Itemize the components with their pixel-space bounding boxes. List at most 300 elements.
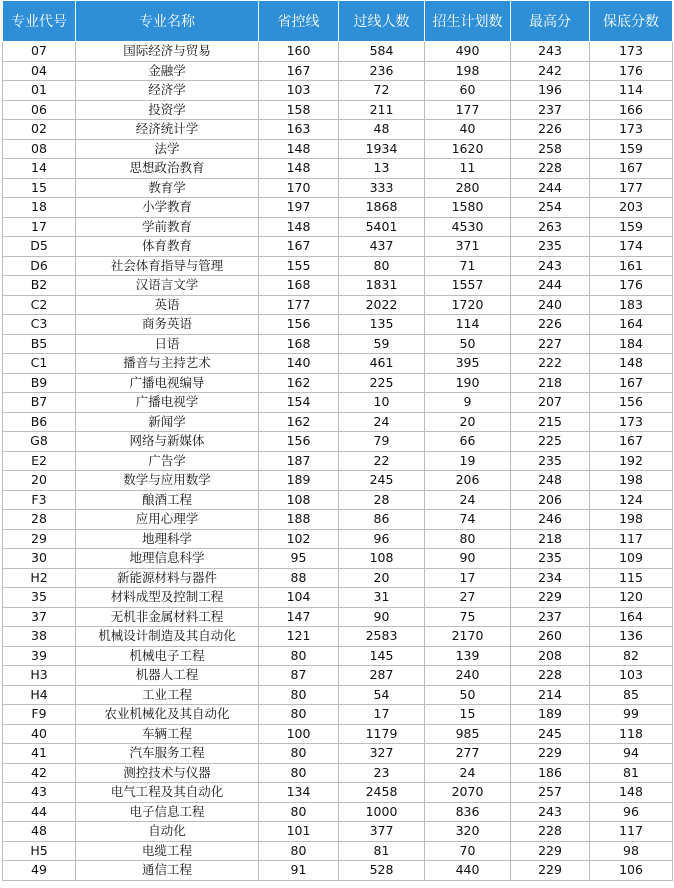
cell-max-score: 246 [511,510,590,530]
cell-enrollment-plan: 50 [425,685,511,705]
cell-major-code: B2 [3,276,76,296]
cell-max-score: 244 [511,178,590,198]
cell-provincial-line: 100 [259,724,339,744]
table-row [3,217,673,237]
cell-major-name: 日语 [76,334,259,354]
cell-enrollment-plan: 27 [425,588,511,608]
cell-guarantee-score: 94 [590,744,673,764]
cell-guarantee-score: 159 [590,217,673,237]
cell-major-name: 网络与新媒体 [76,432,259,452]
cell-major-name: 广播电视编导 [76,373,259,393]
cell-over-line-count: 5401 [339,217,425,237]
cell-major-code: G8 [3,432,76,452]
cell-over-line-count: 1934 [339,139,425,159]
cell-major-code: 38 [3,627,76,647]
cell-over-line-count: 81 [339,841,425,861]
cell-guarantee-score: 164 [590,315,673,335]
cell-guarantee-score: 115 [590,568,673,588]
table-row [3,451,673,471]
cell-major-code: 15 [3,178,76,198]
cell-provincial-line: 147 [259,607,339,627]
cell-enrollment-plan: 80 [425,529,511,549]
header-max-score: 最高分 [511,1,590,42]
cell-major-name: 电缆工程 [76,841,259,861]
cell-major-code: 07 [3,42,76,62]
cell-provincial-line: 91 [259,861,339,881]
table-row [3,841,673,861]
cell-enrollment-plan: 836 [425,802,511,822]
cell-max-score: 263 [511,217,590,237]
cell-guarantee-score: 98 [590,841,673,861]
cell-guarantee-score: 117 [590,529,673,549]
cell-major-code: 49 [3,861,76,881]
table-row [3,568,673,588]
cell-over-line-count: 22 [339,451,425,471]
table-row [3,393,673,413]
cell-enrollment-plan: 1720 [425,295,511,315]
cell-guarantee-score: 117 [590,822,673,842]
cell-max-score: 226 [511,120,590,140]
table-row [3,627,673,647]
cell-enrollment-plan: 139 [425,646,511,666]
cell-major-name: 教育学 [76,178,259,198]
cell-guarantee-score: 85 [590,685,673,705]
cell-major-code: 08 [3,139,76,159]
header-provincial-line: 省控线 [259,1,339,42]
cell-enrollment-plan: 40 [425,120,511,140]
cell-guarantee-score: 99 [590,705,673,725]
header-guarantee-score: 保底分数 [590,1,673,42]
header-row [3,1,673,42]
cell-major-name: 体育教育 [76,237,259,257]
cell-provincial-line: 80 [259,646,339,666]
cell-max-score: 207 [511,393,590,413]
cell-provincial-line: 170 [259,178,339,198]
cell-major-name: 汽车服务工程 [76,744,259,764]
cell-provincial-line: 140 [259,354,339,374]
cell-major-name: 机械设计制造及其自动化 [76,627,259,647]
cell-major-name: 播音与主持艺术 [76,354,259,374]
cell-guarantee-score: 106 [590,861,673,881]
cell-max-score: 218 [511,373,590,393]
admission-score-table [2,0,673,881]
cell-major-code: B7 [3,393,76,413]
cell-guarantee-score: 148 [590,783,673,803]
cell-enrollment-plan: 17 [425,568,511,588]
cell-enrollment-plan: 198 [425,61,511,81]
cell-guarantee-score: 103 [590,666,673,686]
cell-guarantee-score: 167 [590,373,673,393]
cell-over-line-count: 1868 [339,198,425,218]
cell-major-name: 电气工程及其自动化 [76,783,259,803]
cell-major-name: 商务英语 [76,315,259,335]
cell-guarantee-score: 183 [590,295,673,315]
cell-max-score: 229 [511,841,590,861]
cell-guarantee-score: 148 [590,354,673,374]
table-row [3,685,673,705]
cell-enrollment-plan: 15 [425,705,511,725]
cell-enrollment-plan: 19 [425,451,511,471]
cell-over-line-count: 96 [339,529,425,549]
cell-max-score: 208 [511,646,590,666]
cell-enrollment-plan: 440 [425,861,511,881]
cell-major-code: 17 [3,217,76,237]
cell-provincial-line: 102 [259,529,339,549]
cell-guarantee-score: 166 [590,100,673,120]
cell-max-score: 229 [511,861,590,881]
cell-enrollment-plan: 114 [425,315,511,335]
table-row [3,646,673,666]
cell-provincial-line: 154 [259,393,339,413]
cell-provincial-line: 163 [259,120,339,140]
cell-guarantee-score: 156 [590,393,673,413]
cell-major-code: C2 [3,295,76,315]
cell-provincial-line: 80 [259,841,339,861]
cell-enrollment-plan: 90 [425,549,511,569]
cell-over-line-count: 31 [339,588,425,608]
cell-max-score: 248 [511,471,590,491]
cell-over-line-count: 287 [339,666,425,686]
cell-guarantee-score: 124 [590,490,673,510]
table-row [3,81,673,101]
cell-max-score: 189 [511,705,590,725]
cell-provincial-line: 168 [259,334,339,354]
table-row [3,159,673,179]
cell-guarantee-score: 192 [590,451,673,471]
cell-enrollment-plan: 1557 [425,276,511,296]
cell-over-line-count: 135 [339,315,425,335]
table-row [3,549,673,569]
cell-provincial-line: 158 [259,100,339,120]
cell-over-line-count: 86 [339,510,425,530]
cell-major-code: 44 [3,802,76,822]
cell-major-name: 酿酒工程 [76,490,259,510]
cell-enrollment-plan: 11 [425,159,511,179]
cell-max-score: 186 [511,763,590,783]
table-row [3,42,673,62]
cell-provincial-line: 160 [259,42,339,62]
cell-provincial-line: 162 [259,373,339,393]
table-row [3,763,673,783]
cell-over-line-count: 80 [339,256,425,276]
cell-major-code: 06 [3,100,76,120]
cell-over-line-count: 2022 [339,295,425,315]
cell-max-score: 240 [511,295,590,315]
cell-provincial-line: 134 [259,783,339,803]
cell-guarantee-score: 96 [590,802,673,822]
cell-provincial-line: 103 [259,81,339,101]
cell-major-name: 新能源材料与器件 [76,568,259,588]
header-enrollment-plan: 招生计划数 [425,1,511,42]
cell-max-score: 245 [511,724,590,744]
cell-over-line-count: 461 [339,354,425,374]
cell-provincial-line: 177 [259,295,339,315]
cell-over-line-count: 245 [339,471,425,491]
table-row [3,256,673,276]
table-row [3,510,673,530]
cell-major-name: 投资学 [76,100,259,120]
cell-major-code: 30 [3,549,76,569]
cell-provincial-line: 80 [259,744,339,764]
cell-max-score: 243 [511,256,590,276]
cell-enrollment-plan: 75 [425,607,511,627]
cell-major-name: 测控技术与仪器 [76,763,259,783]
cell-provincial-line: 167 [259,237,339,257]
cell-major-name: 电子信息工程 [76,802,259,822]
cell-major-code: 29 [3,529,76,549]
cell-major-name: 广播电视学 [76,393,259,413]
cell-provincial-line: 95 [259,549,339,569]
cell-over-line-count: 584 [339,42,425,62]
cell-over-line-count: 236 [339,61,425,81]
cell-enrollment-plan: 277 [425,744,511,764]
cell-guarantee-score: 173 [590,42,673,62]
cell-max-score: 196 [511,81,590,101]
table-row [3,120,673,140]
cell-over-line-count: 528 [339,861,425,881]
table-row [3,744,673,764]
table-row [3,315,673,335]
cell-major-code: C1 [3,354,76,374]
cell-provincial-line: 80 [259,802,339,822]
cell-max-score: 235 [511,549,590,569]
cell-max-score: 257 [511,783,590,803]
table-row [3,432,673,452]
table-row [3,237,673,257]
table-row [3,666,673,686]
cell-major-code: 40 [3,724,76,744]
cell-guarantee-score: 173 [590,412,673,432]
cell-provincial-line: 155 [259,256,339,276]
cell-enrollment-plan: 280 [425,178,511,198]
cell-provincial-line: 197 [259,198,339,218]
cell-max-score: 222 [511,354,590,374]
cell-guarantee-score: 198 [590,510,673,530]
cell-max-score: 235 [511,451,590,471]
cell-over-line-count: 28 [339,490,425,510]
cell-provincial-line: 156 [259,432,339,452]
cell-provincial-line: 101 [259,822,339,842]
cell-major-code: 48 [3,822,76,842]
cell-over-line-count: 327 [339,744,425,764]
cell-max-score: 218 [511,529,590,549]
cell-provincial-line: 87 [259,666,339,686]
cell-major-code: F9 [3,705,76,725]
cell-max-score: 215 [511,412,590,432]
cell-enrollment-plan: 50 [425,334,511,354]
cell-enrollment-plan: 206 [425,471,511,491]
cell-major-code: 20 [3,471,76,491]
cell-max-score: 234 [511,568,590,588]
cell-over-line-count: 1179 [339,724,425,744]
cell-max-score: 226 [511,315,590,335]
cell-max-score: 229 [511,588,590,608]
cell-major-name: 汉语言文学 [76,276,259,296]
cell-over-line-count: 79 [339,432,425,452]
cell-major-name: 小学教育 [76,198,259,218]
table-row [3,354,673,374]
cell-major-name: 机器人工程 [76,666,259,686]
cell-major-name: 英语 [76,295,259,315]
cell-major-code: D5 [3,237,76,257]
cell-major-code: H5 [3,841,76,861]
cell-guarantee-score: 203 [590,198,673,218]
cell-provincial-line: 80 [259,705,339,725]
cell-max-score: 258 [511,139,590,159]
cell-guarantee-score: 167 [590,159,673,179]
cell-max-score: 254 [511,198,590,218]
table-row [3,822,673,842]
cell-max-score: 225 [511,432,590,452]
cell-provincial-line: 187 [259,451,339,471]
header-major-name: 专业名称 [76,1,259,42]
cell-provincial-line: 162 [259,412,339,432]
header-over-line-count: 过线人数 [339,1,425,42]
cell-over-line-count: 1000 [339,802,425,822]
cell-max-score: 237 [511,100,590,120]
cell-major-name: 机械电子工程 [76,646,259,666]
cell-enrollment-plan: 395 [425,354,511,374]
cell-major-code: H2 [3,568,76,588]
cell-major-code: 43 [3,783,76,803]
cell-major-code: B5 [3,334,76,354]
cell-guarantee-score: 114 [590,81,673,101]
cell-major-code: 42 [3,763,76,783]
table-row [3,783,673,803]
cell-major-code: F3 [3,490,76,510]
cell-major-name: 车辆工程 [76,724,259,744]
table-row [3,802,673,822]
cell-enrollment-plan: 320 [425,822,511,842]
cell-guarantee-score: 120 [590,588,673,608]
cell-major-name: 工业工程 [76,685,259,705]
table-row [3,139,673,159]
cell-enrollment-plan: 1580 [425,198,511,218]
cell-major-name: 地理科学 [76,529,259,549]
cell-over-line-count: 2458 [339,783,425,803]
cell-major-code: B6 [3,412,76,432]
cell-max-score: 229 [511,744,590,764]
cell-guarantee-score: 159 [590,139,673,159]
cell-guarantee-score: 173 [590,120,673,140]
cell-major-code: 37 [3,607,76,627]
cell-provincial-line: 188 [259,510,339,530]
table-row [3,724,673,744]
table-row [3,861,673,881]
cell-max-score: 243 [511,802,590,822]
cell-max-score: 242 [511,61,590,81]
cell-enrollment-plan: 1620 [425,139,511,159]
cell-enrollment-plan: 71 [425,256,511,276]
cell-over-line-count: 10 [339,393,425,413]
cell-over-line-count: 377 [339,822,425,842]
cell-major-name: 新闻学 [76,412,259,432]
cell-guarantee-score: 167 [590,432,673,452]
cell-enrollment-plan: 2070 [425,783,511,803]
table-row [3,588,673,608]
cell-max-score: 228 [511,666,590,686]
cell-major-code: 28 [3,510,76,530]
cell-over-line-count: 72 [339,81,425,101]
table-row [3,705,673,725]
cell-guarantee-score: 118 [590,724,673,744]
cell-enrollment-plan: 66 [425,432,511,452]
table-row [3,529,673,549]
cell-guarantee-score: 174 [590,237,673,257]
cell-major-name: 金融学 [76,61,259,81]
cell-over-line-count: 2583 [339,627,425,647]
cell-major-code: 14 [3,159,76,179]
cell-provincial-line: 156 [259,315,339,335]
cell-over-line-count: 90 [339,607,425,627]
cell-major-code: H4 [3,685,76,705]
cell-major-code: 02 [3,120,76,140]
cell-enrollment-plan: 371 [425,237,511,257]
header-major-code: 专业代号 [3,1,76,42]
cell-major-code: 01 [3,81,76,101]
cell-provincial-line: 189 [259,471,339,491]
cell-major-name: 自动化 [76,822,259,842]
cell-major-code: 41 [3,744,76,764]
cell-max-score: 227 [511,334,590,354]
cell-over-line-count: 17 [339,705,425,725]
cell-guarantee-score: 136 [590,627,673,647]
cell-enrollment-plan: 4530 [425,217,511,237]
cell-provincial-line: 148 [259,139,339,159]
cell-max-score: 228 [511,822,590,842]
table-row [3,295,673,315]
cell-max-score: 235 [511,237,590,257]
cell-provincial-line: 167 [259,61,339,81]
cell-over-line-count: 211 [339,100,425,120]
cell-major-name: 学前教育 [76,217,259,237]
cell-guarantee-score: 184 [590,334,673,354]
cell-enrollment-plan: 74 [425,510,511,530]
cell-major-name: 经济统计学 [76,120,259,140]
cell-guarantee-score: 176 [590,276,673,296]
cell-major-name: 通信工程 [76,861,259,881]
cell-major-name: 应用心理学 [76,510,259,530]
cell-over-line-count: 108 [339,549,425,569]
table-row [3,61,673,81]
table-row [3,471,673,491]
cell-provincial-line: 168 [259,276,339,296]
cell-over-line-count: 59 [339,334,425,354]
cell-enrollment-plan: 24 [425,490,511,510]
cell-provincial-line: 80 [259,685,339,705]
cell-enrollment-plan: 177 [425,100,511,120]
cell-enrollment-plan: 490 [425,42,511,62]
cell-major-name: 材料成型及控制工程 [76,588,259,608]
cell-guarantee-score: 82 [590,646,673,666]
cell-enrollment-plan: 60 [425,81,511,101]
cell-major-name: 思想政治教育 [76,159,259,179]
table-row [3,334,673,354]
cell-enrollment-plan: 985 [425,724,511,744]
cell-major-name: 法学 [76,139,259,159]
cell-provincial-line: 148 [259,159,339,179]
cell-major-name: 地理信息科学 [76,549,259,569]
cell-over-line-count: 48 [339,120,425,140]
cell-enrollment-plan: 20 [425,412,511,432]
cell-over-line-count: 437 [339,237,425,257]
cell-major-name: 数学与应用数学 [76,471,259,491]
cell-major-name: 国际经济与贸易 [76,42,259,62]
cell-over-line-count: 20 [339,568,425,588]
cell-max-score: 214 [511,685,590,705]
table-row [3,490,673,510]
cell-major-code: 18 [3,198,76,218]
